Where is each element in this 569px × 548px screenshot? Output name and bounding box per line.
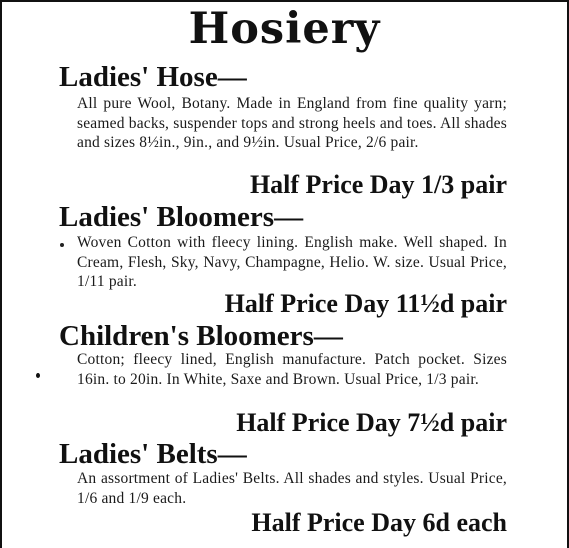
- item-price-ladies-belts: Half Price Day 6d each: [251, 508, 507, 537]
- print-speck: [36, 373, 40, 378]
- section-title: Hosiery: [188, 4, 381, 54]
- item-title-ladies-hose: Ladies' Hose—: [59, 61, 247, 93]
- print-speck: [60, 243, 64, 247]
- item-description-childrens-bloomers: Cotton; fleecy lined, English manufacture. Patch pocket. Sizes 16in. to 20in. In White, Saxe and Brown. Usual Price, 1/3 pair.: [77, 351, 507, 388]
- item-title-ladies-belts: Ladies' Belts—: [59, 438, 247, 470]
- item-title-childrens-bloomers: Children's Bloomers—: [59, 320, 343, 352]
- item-title-ladies-bloomers: Ladies' Bloomers—: [59, 201, 304, 233]
- item-price-ladies-bloomers: Half Price Day 11½d pair: [224, 289, 507, 318]
- item-description-ladies-bloomers: Woven Cotton with fleecy lining. English make. Well shaped. In Cream, Flesh, Sky, Navy, Champagne, Helio. W. size. Usual Price, 1/11 pair.: [77, 234, 507, 290]
- item-price-childrens-bloomers: Half Price Day 7½d pair: [236, 408, 507, 437]
- item-description-ladies-hose: All pure Wool, Botany. Made in England from fine quality yarn; seamed backs, suspender tops and strong heels and toes. All shades and sizes 8½in., 9in., and 9½in. Usual Price, 2/6 pair.: [77, 95, 507, 151]
- top-border-rule: [0, 0, 569, 2]
- left-border-rule: [0, 0, 2, 548]
- item-price-ladies-hose: Half Price Day 1/3 pair: [249, 170, 507, 199]
- item-description-ladies-belts: An assortment of Ladies' Belts. All shades and styles. Usual Price, 1/6 and 1/9 each.: [77, 470, 507, 507]
